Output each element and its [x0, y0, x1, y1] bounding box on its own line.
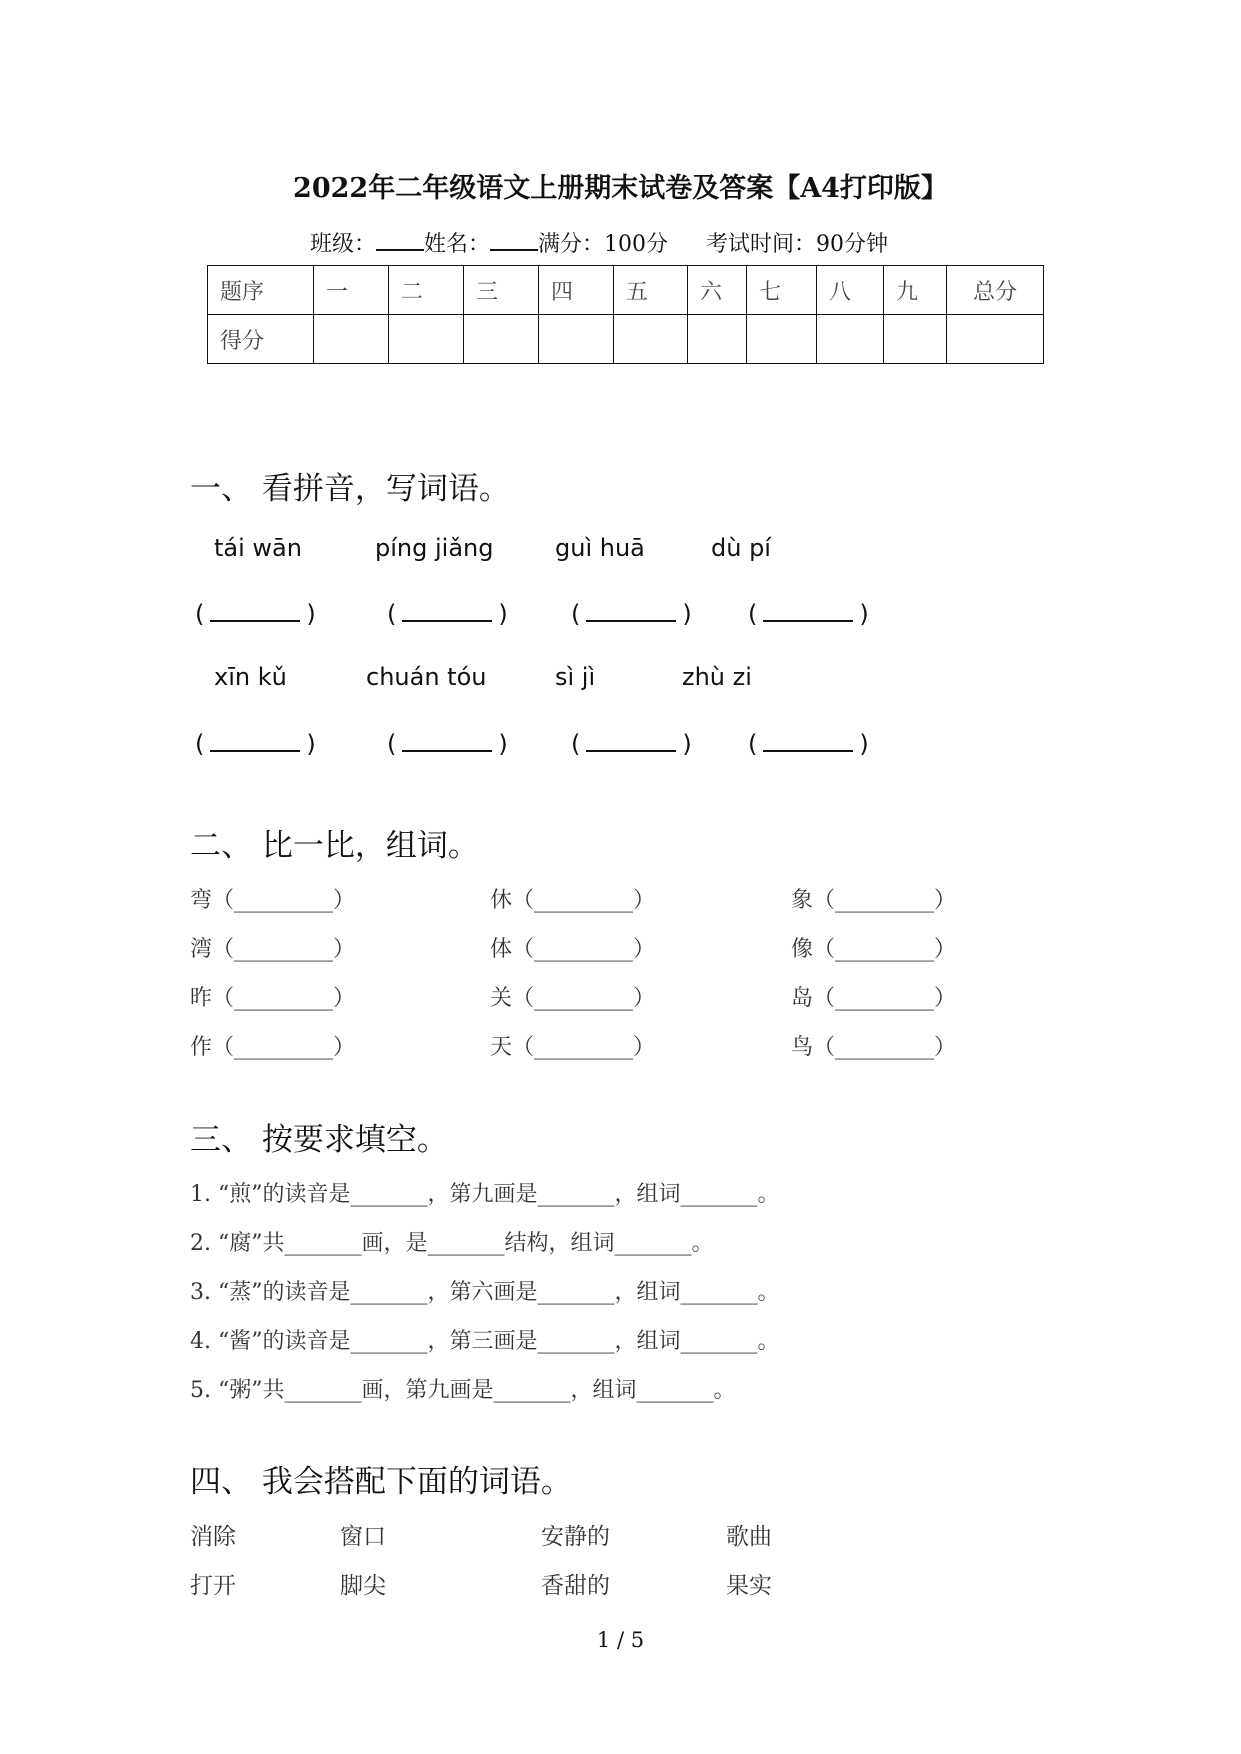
fill-question[interactable]: 4. “酱”的读音是_______，第三画是_______，组词_______。 — [190, 1329, 780, 1354]
score-cell[interactable] — [614, 315, 688, 364]
compare-item[interactable]: 象（_________） — [791, 888, 957, 913]
paren-open: ( — [387, 730, 397, 758]
pinyin-item: guì huā — [555, 534, 645, 562]
answer-blank[interactable] — [195, 598, 316, 628]
fill-question[interactable]: 3. “蒸”的读音是_______，第六画是_______，组词_______。 — [190, 1280, 780, 1305]
match-word[interactable]: 消除 — [190, 1524, 236, 1550]
compare-item[interactable]: 湾（_________） — [190, 937, 356, 962]
score-table-col-7: 七 — [747, 266, 817, 315]
match-word[interactable]: 安静的 — [541, 1524, 610, 1550]
score-cell[interactable] — [947, 315, 1044, 364]
score-cell[interactable] — [817, 315, 884, 364]
paren-close: ) — [682, 730, 692, 758]
page-number: 1 / 5 — [596, 1628, 645, 1652]
score-table-col-1: 一 — [314, 266, 389, 315]
score-table-col-9: 九 — [884, 266, 947, 315]
match-word[interactable]: 窗口 — [340, 1524, 386, 1550]
paren-open: ( — [195, 600, 205, 628]
paren-close: ) — [682, 600, 692, 628]
answer-blank[interactable] — [748, 598, 869, 628]
score-table-col-3: 三 — [464, 266, 539, 315]
compare-item[interactable]: 岛（_________） — [791, 986, 957, 1011]
paren-close: ) — [859, 600, 869, 628]
match-word[interactable]: 歌曲 — [726, 1524, 772, 1550]
score-cell[interactable] — [389, 315, 464, 364]
compare-item[interactable]: 关（_________） — [490, 986, 656, 1011]
score-table-score-row — [208, 315, 1044, 364]
compare-item[interactable]: 昨（_________） — [190, 986, 356, 1011]
paren-open: ( — [748, 600, 758, 628]
answer-blank[interactable] — [387, 598, 508, 628]
compare-item[interactable]: 作（_________） — [190, 1035, 356, 1060]
paren-close: ) — [859, 730, 869, 758]
score-table-col-6: 六 — [688, 266, 747, 315]
compare-item[interactable]: 弯（_________） — [190, 888, 356, 913]
full-score-label: 满分：100分 — [538, 232, 669, 257]
score-table-col-total: 总分 — [947, 266, 1044, 315]
match-word[interactable]: 脚尖 — [340, 1573, 386, 1599]
paren-open: ( — [571, 730, 581, 758]
pinyin-item: píng jiǎng — [375, 534, 494, 562]
paren-close: ) — [498, 730, 508, 758]
class-label: 班级： — [310, 232, 377, 257]
score-table-col-2: 二 — [389, 266, 464, 315]
fill-question[interactable]: 1. “煎”的读音是_______，第九画是_______，组词_______。 — [190, 1182, 780, 1207]
match-word[interactable]: 果实 — [726, 1573, 772, 1599]
pinyin-item: zhù zi — [682, 663, 752, 691]
match-word[interactable]: 打开 — [190, 1573, 236, 1599]
score-table-header-label: 题序 — [208, 266, 314, 315]
answer-blank[interactable] — [195, 728, 316, 758]
exam-info — [310, 227, 888, 258]
class-blank[interactable] — [376, 231, 424, 251]
answer-blank[interactable] — [748, 728, 869, 758]
score-cell[interactable] — [688, 315, 747, 364]
compare-item[interactable]: 体（_________） — [490, 937, 656, 962]
paren-open: ( — [387, 600, 397, 628]
compare-item[interactable]: 像（_________） — [791, 937, 957, 962]
answer-blank[interactable] — [387, 728, 508, 758]
exam-time-label: 考试时间：90分钟 — [706, 232, 889, 257]
score-table-score-label: 得分 — [208, 315, 314, 364]
score-cell[interactable] — [464, 315, 539, 364]
section-3-title: 三、 按要求填空。 — [190, 1122, 448, 1158]
answer-blank[interactable] — [571, 598, 692, 628]
score-cell[interactable] — [539, 315, 614, 364]
section-2-title: 二、 比一比，组词。 — [190, 828, 479, 864]
score-table-col-4: 四 — [539, 266, 614, 315]
score-table-col-8: 八 — [817, 266, 884, 315]
paren-close: ) — [498, 600, 508, 628]
pinyin-item: dù pí — [711, 534, 771, 562]
compare-item[interactable]: 休（_________） — [490, 888, 656, 913]
score-table-header-row — [208, 266, 1044, 315]
paren-open: ( — [571, 600, 581, 628]
section-4-title: 四、 我会搭配下面的词语。 — [190, 1464, 572, 1500]
score-table — [207, 265, 1044, 364]
score-cell[interactable] — [747, 315, 817, 364]
match-word[interactable]: 香甜的 — [541, 1573, 610, 1599]
paren-open: ( — [748, 730, 758, 758]
compare-item[interactable]: 鸟（_________） — [791, 1035, 957, 1060]
name-label: 姓名： — [424, 232, 491, 257]
pinyin-item: sì jì — [555, 663, 596, 691]
fill-question[interactable]: 5. “粥”共_______画，第九画是_______，组词_______。 — [190, 1378, 736, 1403]
section-1-title: 一、 看拼音，写词语。 — [190, 471, 510, 507]
paren-open: ( — [195, 730, 205, 758]
score-cell[interactable] — [884, 315, 947, 364]
pinyin-item: chuán tóu — [366, 663, 487, 691]
paren-close: ) — [306, 600, 316, 628]
pinyin-item: tái wān — [214, 534, 302, 562]
pinyin-item: xīn kǔ — [214, 663, 287, 691]
name-blank[interactable] — [490, 231, 538, 251]
paren-close: ) — [306, 730, 316, 758]
fill-question[interactable]: 2. “腐”共_______画，是_______结构，组词_______。 — [190, 1231, 714, 1256]
compare-item[interactable]: 天（_________） — [490, 1035, 656, 1060]
page-title: 2022年二年级语文上册期末试卷及答案【A4打印版】 — [293, 173, 948, 204]
answer-blank[interactable] — [571, 728, 692, 758]
score-table-col-5: 五 — [614, 266, 688, 315]
score-cell[interactable] — [314, 315, 389, 364]
